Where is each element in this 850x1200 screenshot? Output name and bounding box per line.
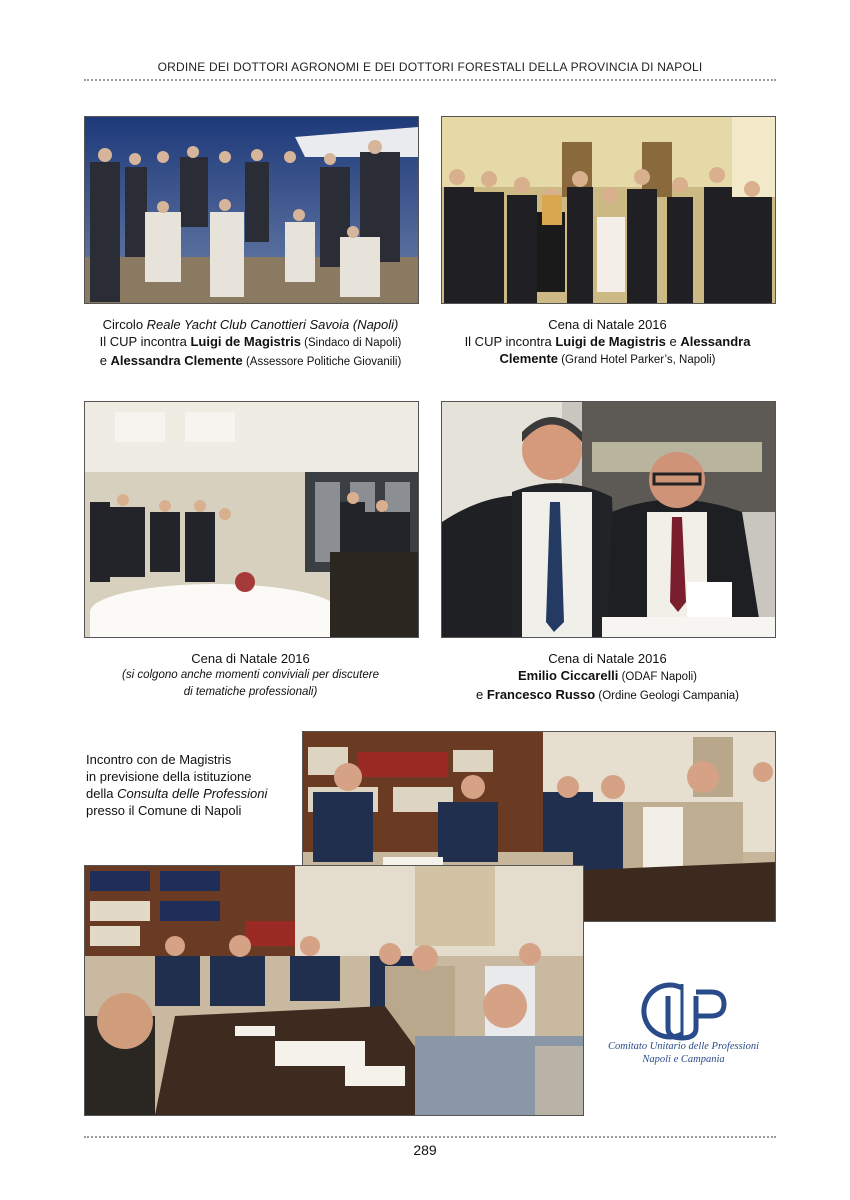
header-divider [84, 79, 776, 81]
caption-yacht-club: Circolo Reale Yacht Club Canottieri Savoia (Napoli) Il CUP incontra Luigi de Magistris (Sindaco di Napoli) e Alessandra Clemente (Assessore Politiche Giovanili) [99, 317, 402, 368]
footer-divider [84, 1136, 776, 1138]
photo-christmas-dinner-room [84, 401, 419, 638]
caption-christmas-dinner: Cena di Natale 2016 (si colgono anche momenti conviviali per discutere di tematiche professionali) [122, 651, 379, 698]
caption-consulta: Incontro con de Magistris in previsione della istituzione della Consulta delle Professioni presso il Comune di Napoli [86, 752, 268, 818]
cup-logo-text: Comitato Unitario delle Professioni Napoli e Campania [608, 1041, 759, 1065]
page-header: ORDINE DEI DOTTORI AGRONOMI E DEI DOTTORI FORESTALI DELLA PROVINCIA DI NAPOLI [157, 60, 703, 74]
photo-yacht-club-group [84, 116, 419, 304]
photo-ciccarelli-russo [441, 401, 776, 638]
caption-hotel: Cena di Natale 2016 Il CUP incontra Luigi de Magistris e Alessandra Clemente (Grand Hotel Parker’s, Napoli) [464, 317, 751, 366]
page-number: 289 [413, 1142, 437, 1158]
photo-meeting-left [84, 865, 584, 1116]
caption-ciccarelli-russo: Cena di Natale 2016 Emilio Ciccarelli (ODAF Napoli) e Francesco Russo (Ordine Geologi Campania) [475, 651, 740, 702]
photo-hotel-group [441, 116, 776, 304]
